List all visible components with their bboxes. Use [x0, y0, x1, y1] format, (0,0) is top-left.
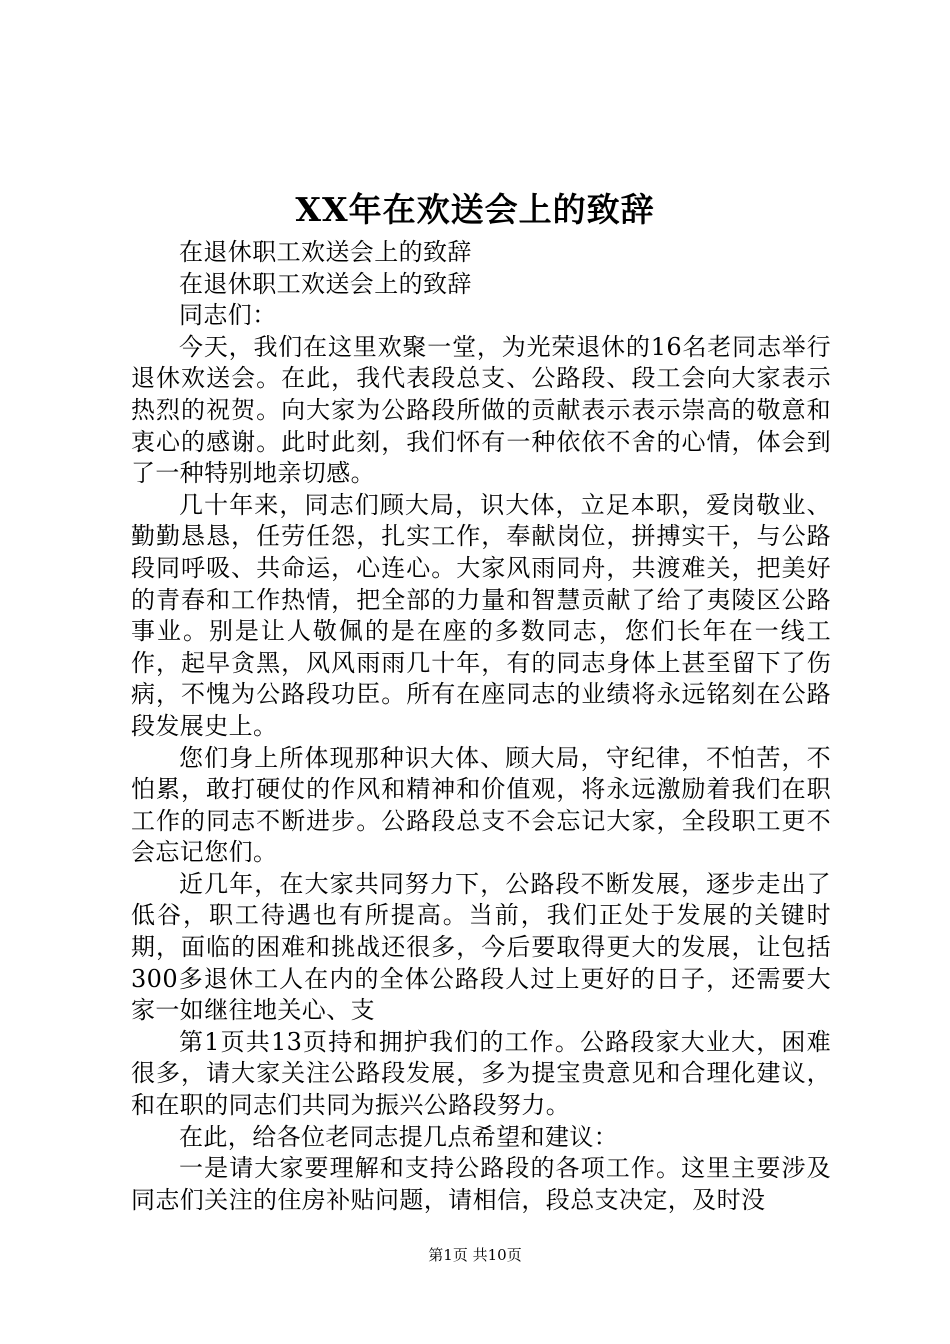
paragraph: 在退休职工欢送会上的致辞 — [179, 238, 472, 266]
paragraph: 近几年，在大家共同努力下，公路段不断发展，逐步走出了低谷，职工待遇也有所提高。当前，我们正处于发展的关键时期，面临的困难和挑战还很多，今后要取得更大的发展，让包括300多退休工人在内的全体公路段人过上更好的日子，还需要大家一如继往地关心、支 — [131, 869, 831, 1025]
paragraph: 今天，我们在这里欢聚一堂，为光荣退休的16名老同志举行退休欢送会。在此，我代表段总支、公路段、段工会向大家表示热烈的祝贺。向大家为公路段所做的贡献表示表示崇高的敬意和衷心的感谢。此时此刻，我们怀有一种依依不舍的心情，体会到了一种特别地亲切感。 — [131, 332, 831, 488]
paragraph: 几十年来，同志们顾大局，识大体，立足本职，爱岗敬业、勤勤恳恳，任劳任怨，扎实工作，奉献岗位，拼搏实干，与公路段同呼吸、共命运，心连心。大家风雨同舟，共渡难关，把美好的青春和工作热情，把全部的力量和智慧贡献了给了夷陵区公路事业。别是让人敬佩的是在座的多数同志，您们长年在一线工作，起早贪黑，风风雨雨几十年，有的同志身体上甚至留下了伤病，不愧为公路段功臣。所有在座同志的业绩将永远铭刻在公路段发展史上。 — [131, 490, 831, 740]
paragraph: 同志们： — [179, 301, 277, 330]
paragraph: 在此，给各位老同志提几点希望和建议： — [179, 1122, 619, 1151]
paragraph: 第1页共13页持和拥护我们的工作。公路段家大业大，困难很多，请大家关注公路段发展，多为提宝贵意见和合理化建议，和在职的同志们共同为振兴公路段努力。 — [131, 1027, 831, 1120]
paragraph: 在退休职工欢送会上的致辞 — [179, 269, 472, 298]
page-footer: 第1页 共10页 — [428, 1246, 522, 1264]
document-body — [131, 237, 831, 1216]
paragraph: 一是请大家要理解和支持公路段的各项工作。这里主要涉及同志们关注的住房补贴问题，请相信，段总支决定，及时没 — [131, 1154, 831, 1214]
paragraph: 您们身上所体现那种识大体、顾大局，守纪律，不怕苦，不怕累，敢打硬仗的作风和精神和价值观，将永远激励着我们在职工作的同志不断进步。公路段总支不会忘记大家，全段职工更不会忘记您们。 — [131, 743, 831, 867]
document-title: XX年在欢送会上的致辞 — [295, 190, 655, 229]
